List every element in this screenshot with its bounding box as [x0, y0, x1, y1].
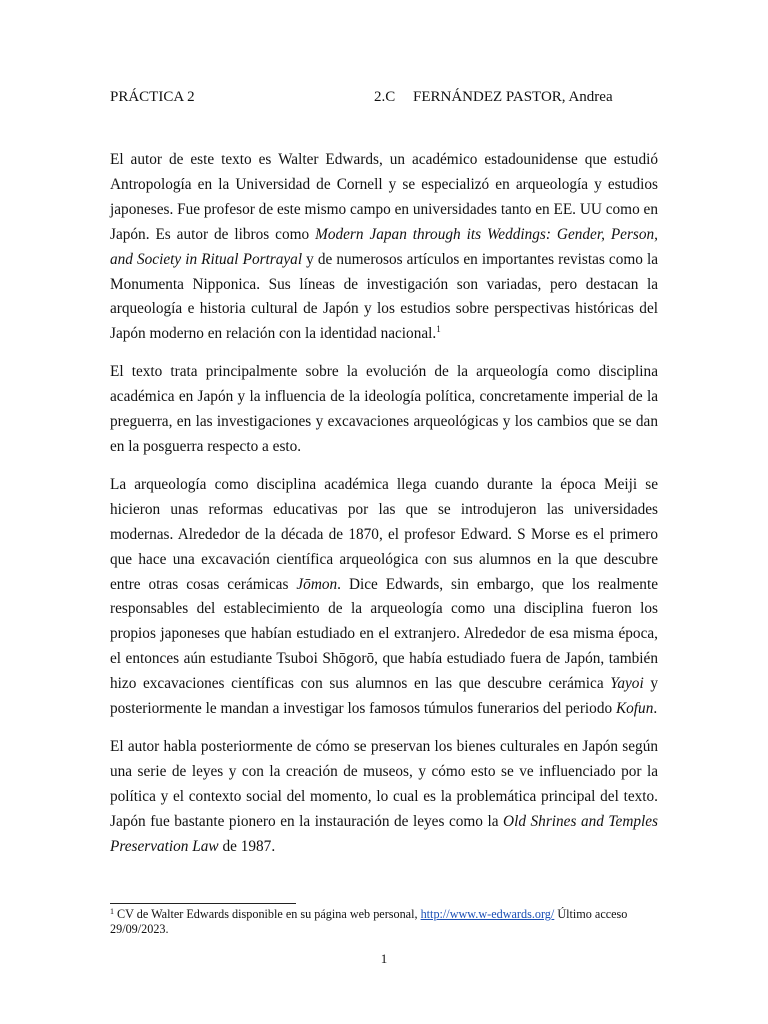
paragraph-2: El texto trata principalmente sobre la evolución de la arqueología como disciplina académica en Japón y la influencia de la ideología política, concretamente imperial de la preguerra, en las investigaciones y excavaciones arqueológicas y los cambios que se dan en la posguerra respecto a esto. — [110, 363, 658, 455]
paragraph-1-text-b: y de numerosos artículos en importantes revistas como la Monumenta Nipponica. Sus líneas de investigación son variadas, pero destacan la arqueología e historia cultural de Japón y los estudios sobre perspectivas históricas del Japón moderno en relación con la identidad nacional. — [110, 250, 658, 343]
footnote-text-a: CV de Walter Edwards disponible en su página web personal, — [114, 907, 421, 921]
paragraph-3-text-d: . — [653, 700, 658, 718]
term-jomon: Jōmon — [296, 575, 338, 593]
author-name: FERNÁNDEZ PASTOR, Andrea — [413, 89, 613, 105]
paragraph-4 — [110, 735, 658, 860]
term-yayoi: Yayoi — [610, 675, 644, 693]
paragraph-4-text-b: de 1987. — [218, 837, 276, 855]
paragraph-3-text-b: . Dice Edwards, sin embargo, que los realmente responsables del establecimiento de la arqueología como una disciplina fueron los propios japoneses que habían estudiado en el extranjero. Alrededor de esa misma época, el entonces aún estudiante Tsuboi Shōgorō, que había estudiado fuera de Japón, también hizo excavaciones científicas con sus alumnos en las que descubre cerámica — [110, 575, 658, 693]
document-body — [110, 148, 658, 872]
footnote — [110, 907, 650, 937]
footnote-text-b: Último acceso 29/09/2023. — [110, 907, 628, 936]
paragraph-1 — [110, 148, 658, 347]
paragraph-3-text-a: La arqueología como disciplina académica llega cuando durante la época Meiji se hicieron unas reformas educativas por las que se introdujeron las universidades modernas. Alrededor de la década de 1870, el profesor Edward. S Morse es el primero que hace una excavación científica arqueológica con sus alumnos en la que descubre entre otras cosas cerámicas — [110, 475, 658, 593]
book-title: Modern Japan through its Weddings: Gender, Person, and Society in Ritual Portrayal — [110, 225, 658, 268]
page-number: 1 — [380, 951, 388, 966]
group-label: 2.C — [374, 89, 396, 105]
practice-label: PRÁCTICA 2 — [110, 89, 195, 105]
law-title: Old Shrines and Temples Preservation Law — [110, 812, 659, 855]
footnote-number: 1 — [110, 907, 114, 916]
footnote-link[interactable]: http://www.w-edwards.org/ — [420, 907, 555, 921]
term-kofun: Kofun — [615, 700, 654, 718]
footnote-ref[interactable]: 1 — [436, 324, 441, 335]
paragraph-3-text-c: y posteriormente le mandan a investigar los famosos túmulos funerarios del periodo — [110, 675, 658, 718]
paragraph-3 — [110, 473, 658, 722]
footnote-divider — [110, 903, 296, 904]
paragraph-1-text-a: El autor de este texto es Walter Edwards, un académico estadounidense que estudió Antropología en la Universidad de Cornell y se especializó en arqueología y estudios japoneses. Fue profesor de este mismo campo en universidades tanto en EE. UU como en Japón. Es autor de libros como — [110, 151, 658, 243]
paragraph-4-text-a: El autor habla posteriormente de cómo se preservan los bienes culturales en Japón según una serie de leyes y con la creación de museos, y cómo esto se ve influenciado por la política y el contexto social del momento, lo cual es la problemática principal del texto. Japón fue bastante pionero en la instauración de leyes como la — [110, 737, 658, 830]
